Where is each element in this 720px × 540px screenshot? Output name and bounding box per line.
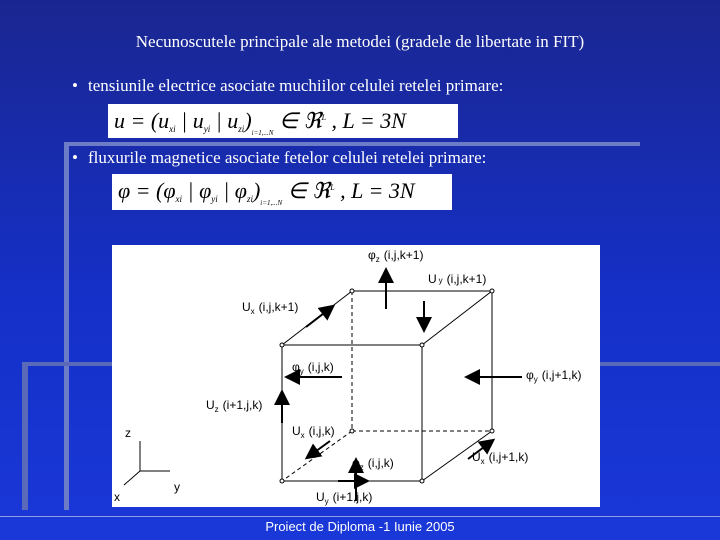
axis-x-line <box>124 471 140 485</box>
footer-text: Proiect de Diploma -1 Iunie 2005 <box>265 519 455 534</box>
axis-x-label: x <box>114 490 120 504</box>
bullet-fluxes <box>72 148 486 168</box>
cube-vertex <box>350 429 354 433</box>
cell-diagram-svg <box>112 245 600 507</box>
arrow-u-x-top <box>306 307 332 327</box>
bullet-marker: • <box>72 76 78 95</box>
footer-divider <box>0 516 720 517</box>
cube-vertex <box>350 289 354 293</box>
bullet-voltages <box>72 76 503 96</box>
formula-flux-vector: $\varphi = (\varphi_{xi}$ | $\varphi_{yi}$ | $\varphi_{zi})_{i=1,...N}$ ∈ ℜ$^L$ , L = 3N <box>112 174 452 210</box>
axis-y-label: y <box>174 480 180 494</box>
cube-vertex <box>490 289 494 293</box>
cube-edge <box>422 431 492 481</box>
bullet-text: fluxurile magnetice asociate fetelor celulei retelei primare: <box>88 148 487 167</box>
cube-vertex <box>280 343 284 347</box>
cube-vertex <box>420 343 424 347</box>
bullet-marker: • <box>72 148 78 167</box>
slide-title: Necunoscutele principale ale metodei (gradele de libertate in FIT) <box>135 32 585 51</box>
cube-edge-hidden <box>282 431 352 481</box>
label-phi-z-bot: φz (i,j,k) <box>352 456 394 472</box>
bullet-text: tensiunile electrice asociate muchiilor celulei retelei primare: <box>88 76 504 95</box>
axis-z-label: z <box>125 426 131 440</box>
cube-vertex <box>280 479 284 483</box>
decorative-bar-vertical-1 <box>64 142 69 510</box>
label-u-z: Uz (i+1,j,k) <box>206 398 263 414</box>
label-u-y-bot: Uy (i+1,j,k) <box>316 490 373 506</box>
cube-edge <box>422 291 492 345</box>
label-phi-y-right: φy (i,j+1,k) <box>526 368 582 384</box>
cube-vertex <box>420 479 424 483</box>
label-u-x-mid: Ux (i,j,k) <box>292 424 335 440</box>
decorative-bar-horizontal-1 <box>64 142 640 146</box>
label-u-y-top: Uy (i,j,k+1) <box>428 272 487 286</box>
cube-vertex <box>490 429 494 433</box>
label-u-x-top: Ux (i,j,k+1) <box>242 300 299 316</box>
formula-voltage-vector: $u = (u_{xi}$ | $u_{yi}$ | $u_{zi})_{i=1,...N}$ ∈ ℜ$^L$ , L = 3N <box>108 104 458 138</box>
decorative-bar-vertical-2 <box>22 362 28 510</box>
label-phi-y-left: φy (i,j,k) <box>292 360 334 376</box>
fit-cell-diagram <box>112 245 600 507</box>
label-u-x-right: Ux (i,j+1,k) <box>472 450 529 466</box>
label-phi-z-top: φz (i,j,k+1) <box>368 248 424 264</box>
